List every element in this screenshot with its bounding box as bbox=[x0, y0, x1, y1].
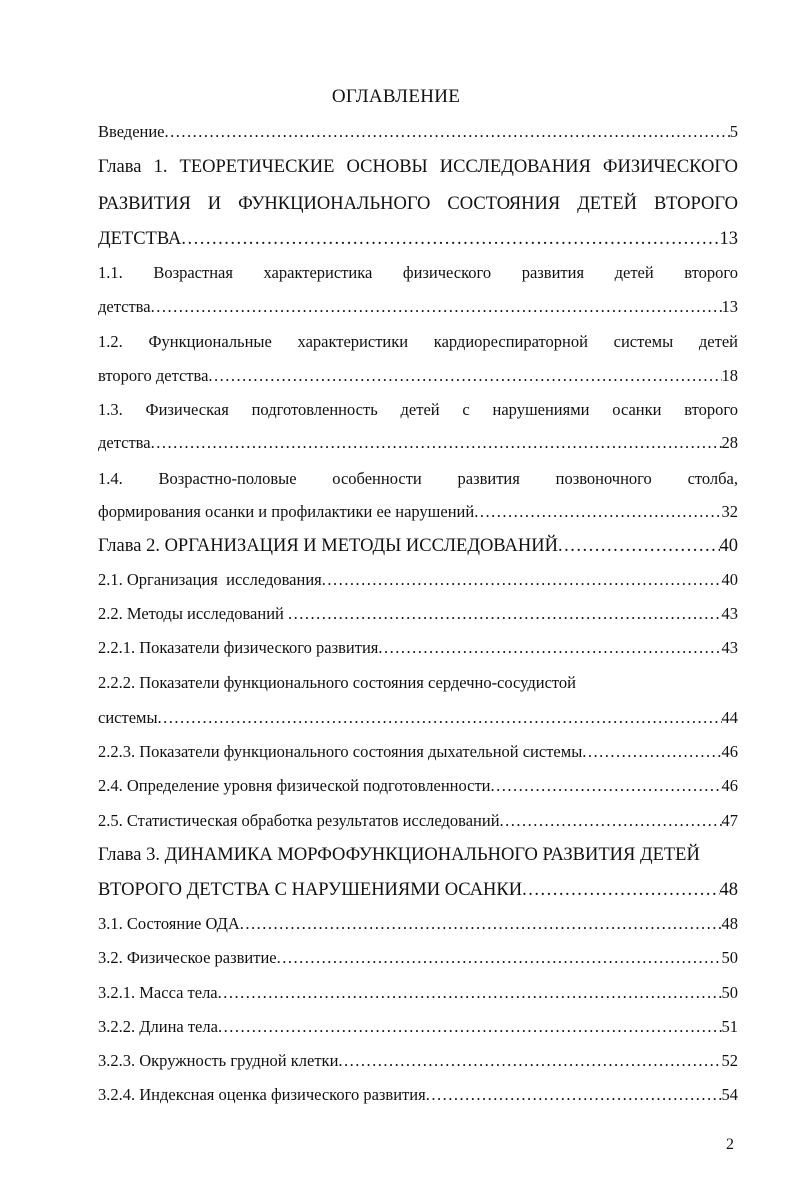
dot-leader bbox=[426, 1080, 722, 1110]
toc-entry-text: 2.4. Определение уровня физической подготовленности bbox=[98, 776, 491, 795]
toc-section-2-2-1 bbox=[98, 633, 738, 663]
toc-page-number: 43 bbox=[721, 638, 738, 657]
toc-entry-text: Глава 2. ОРГАНИЗАЦИЯ И МЕТОДЫ ИССЛЕДОВАНИЙ bbox=[98, 536, 558, 556]
toc-chapter-1-line-3 bbox=[98, 224, 738, 254]
toc-entry-text: ВТОРОГО ДЕТСТВА С НАРУШЕНИЯМИ ОСАНКИ bbox=[98, 880, 523, 900]
toc-entry-text: 2.5. Статистическая обработка результатов исследований bbox=[98, 811, 500, 830]
toc-page-number: 46 bbox=[721, 776, 738, 795]
toc-section-2-2-3 bbox=[98, 737, 738, 767]
toc-entry-introduction bbox=[98, 117, 738, 147]
dot-leader bbox=[165, 117, 730, 147]
toc-entry-text: Введение bbox=[98, 122, 165, 141]
toc-page-number: 50 bbox=[721, 983, 738, 1002]
toc-page-number: 40 bbox=[721, 570, 738, 589]
toc-page-number: 40 bbox=[719, 536, 738, 556]
toc-section-3-2-2 bbox=[98, 1012, 738, 1042]
toc-page-number: 18 bbox=[721, 366, 738, 385]
toc-section-3-2-4 bbox=[98, 1080, 738, 1110]
dot-leader bbox=[181, 224, 719, 254]
dot-leader bbox=[277, 943, 722, 973]
toc-section-1-3-line-1: 1.3. Физическая подготовленность детей с нарушениями осанки второго bbox=[98, 400, 738, 419]
toc-entry-text: детства bbox=[98, 297, 151, 316]
toc-page-number: 52 bbox=[721, 1051, 738, 1070]
dot-leader bbox=[218, 1012, 722, 1042]
toc-entry-text: 3.2.1. Масса тела bbox=[98, 983, 218, 1002]
dot-leader bbox=[218, 978, 722, 1008]
toc-section-2-5 bbox=[98, 806, 738, 836]
toc-page-number: 28 bbox=[721, 433, 738, 452]
toc-chapter-1-line-2: РАЗВИТИЯ И ФУНКЦИОНАЛЬНОГО СОСТОЯНИЯ ДЕТЕЙ ВТОРОГО bbox=[98, 194, 738, 214]
toc-chapter-2 bbox=[98, 531, 738, 561]
toc-entry-text: 3.2.3. Окружность грудной клетки bbox=[98, 1051, 339, 1070]
toc-entry-text: детства bbox=[98, 433, 151, 452]
toc-section-1-4-line-1: 1.4. Возрастно-половые особенности развития позвоночного столба, bbox=[98, 469, 738, 488]
toc-entry-text: ДЕТСТВА bbox=[98, 229, 182, 249]
toc-section-2-2-2-line-2 bbox=[98, 703, 738, 733]
dot-leader bbox=[288, 599, 722, 629]
dot-leader bbox=[338, 1046, 721, 1076]
toc-entry-text: второго детства bbox=[98, 366, 209, 385]
page-title: ОГЛАВЛЕНИЕ bbox=[331, 86, 461, 107]
toc-chapter-3-line-2 bbox=[98, 875, 738, 905]
dot-leader bbox=[240, 909, 722, 939]
toc-entry-text: формирования осанки и профилактики ее нарушений bbox=[98, 502, 475, 521]
dot-leader bbox=[491, 771, 722, 801]
dot-leader bbox=[151, 428, 722, 458]
toc-chapter-3-line-1: Глава 3. ДИНАМИКА МОРФОФУНКЦИОНАЛЬНОГО РАЗВИТИЯ ДЕТЕЙ bbox=[98, 845, 700, 865]
toc-page-number: 44 bbox=[721, 708, 738, 727]
dot-leader bbox=[522, 875, 719, 905]
dot-leader bbox=[378, 633, 721, 663]
toc-section-3-2-3 bbox=[98, 1046, 738, 1076]
toc-entry-text: системы bbox=[98, 708, 158, 727]
toc-page-number: 13 bbox=[719, 229, 738, 249]
dot-leader bbox=[582, 737, 721, 767]
toc-entry-text: 2.2.1. Показатели физического развития bbox=[98, 638, 379, 657]
dot-leader bbox=[151, 292, 722, 322]
toc-section-1-1-line-1: 1.1. Возрастная характеристика физического развития детей второго bbox=[98, 263, 738, 282]
toc-section-1-2-line-1: 1.2. Функциональные характеристики кардиореспираторной системы детей bbox=[98, 332, 738, 351]
dot-leader bbox=[500, 806, 722, 836]
toc-page-number: 46 bbox=[721, 742, 738, 761]
toc-section-3-1 bbox=[98, 909, 738, 939]
toc-page-number: 13 bbox=[721, 297, 738, 316]
toc-entry-text: 3.2.4. Индексная оценка физического развития bbox=[98, 1085, 426, 1104]
toc-section-1-1-line-2 bbox=[98, 292, 738, 322]
toc-section-2-2-2-line-1: 2.2.2. Показатели функционального состояния сердечно-сосудистой bbox=[98, 673, 576, 692]
toc-page-number: 51 bbox=[721, 1017, 738, 1036]
toc-page-number: 54 bbox=[721, 1085, 738, 1104]
toc-entry-text: 2.2. Методы исследований bbox=[98, 604, 288, 623]
toc-page-number: 32 bbox=[721, 502, 738, 521]
toc-page-number: 48 bbox=[719, 880, 738, 900]
toc-section-2-2 bbox=[98, 599, 738, 629]
toc-section-1-4-line-2 bbox=[98, 497, 738, 527]
toc-page-number: 48 bbox=[721, 914, 738, 933]
toc-entry-text: 2.1. Организация исследования bbox=[98, 570, 322, 589]
toc-page-number: 50 bbox=[721, 948, 738, 967]
toc-entry-text: 2.2.3. Показатели функционального состояния дыхательной системы bbox=[98, 742, 583, 761]
page-number: 2 bbox=[726, 1136, 734, 1153]
dot-leader bbox=[474, 497, 721, 527]
dot-leader bbox=[208, 361, 721, 391]
toc-page-number: 5 bbox=[729, 122, 738, 141]
dot-leader bbox=[322, 565, 722, 595]
dot-leader bbox=[558, 531, 720, 561]
toc-entry-text: 3.2. Физическое развитие bbox=[98, 948, 277, 967]
toc-chapter-1-line-1: Глава 1. ТЕОРЕТИЧЕСКИЕ ОСНОВЫ ИССЛЕДОВАНИЯ ФИЗИЧЕСКОГО bbox=[98, 157, 738, 177]
dot-leader bbox=[158, 703, 722, 733]
toc-section-3-2-1 bbox=[98, 978, 738, 1008]
toc-section-1-2-line-2 bbox=[98, 361, 738, 391]
toc-entry-text: 3.2.2. Длина тела bbox=[98, 1017, 218, 1036]
toc-entry-text: 3.1. Состояние ОДА bbox=[98, 914, 240, 933]
toc-section-3-2 bbox=[98, 943, 738, 973]
toc-page-number: 43 bbox=[721, 604, 738, 623]
toc-section-2-4 bbox=[98, 771, 738, 801]
toc-page-number: 47 bbox=[721, 811, 738, 830]
toc-section-2-1 bbox=[98, 565, 738, 595]
toc-section-1-3-line-2 bbox=[98, 428, 738, 458]
